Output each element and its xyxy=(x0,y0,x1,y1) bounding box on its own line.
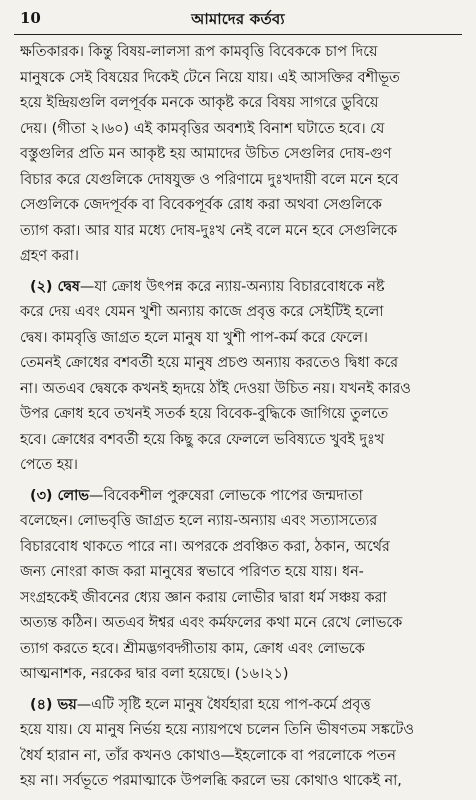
text-fragment: —যা ক্রোধ উৎপন্ন করে ন্যায়-অন্যায় বিচারবোধকে নষ্ট xyxy=(79,278,385,295)
text-line: তেমনই ক্রোধের বশবর্তী হয়ে মানুষ প্রচণ্ড অন্যায় করতেও দ্বিধা করে xyxy=(20,355,399,371)
text-line: বিচারবোধ থাকতে পারে না। অপরকে প্রবঞ্চিত করা, ঠকান, অর্থের xyxy=(20,538,390,555)
text-line xyxy=(20,484,454,510)
text-line: দ্বেষ। কামবৃত্তি জাগ্রত হলে মানুষ যা খুশী পাপ-কর্ম করে ফেলে। xyxy=(20,329,368,346)
section-heading-lobha: (৩) লোভ xyxy=(30,487,89,504)
text-line: মানুষকে সেই বিষয়ের দিকেই টেনে নিয়ে যায়। এই আসক্তির বশীভূত xyxy=(20,69,400,86)
text-line: আত্মনাশক, নরকের দ্বার বলা হয়েছে। (১৬।২১) xyxy=(20,666,289,682)
text-line: ত্যাগ করতে হবে। শ্রীমদ্ভগবদ্গীতায় কাম, ক্রোধ এবং লোভকে xyxy=(20,640,365,657)
running-title: আমাদের কর্তব্য xyxy=(191,10,285,28)
text-line: না। অতএব দ্বেষকে কখনই হৃদয়ে ঠাঁই দেওয়া উচিত নয়। যখনই কারও xyxy=(20,380,411,397)
text-line: বলেছেন। লোভবৃত্তি জাগ্রত হলে ন্যায়-অন্যায় এবং সত্যাসত্যের xyxy=(20,513,378,529)
text-line: ক্ষতিকারক। কিন্তু বিষয়-লালসা রূপ কামবৃত্তি বিবেককে চাপ দিয়ে xyxy=(20,44,378,60)
text-line: ধৈর্য হারান না, তাঁর কখনও কোথাও—ইহলোকে বা পরলোকে পতন xyxy=(20,747,396,764)
paragraph-kama-continuation xyxy=(20,40,454,270)
text-line: হয়ে যায়। যে মানুষ নির্ভয় হয়ে ন্যায়পথে চলেন তিনি ভীষণতম সঙ্কটেও xyxy=(20,722,414,738)
text-line: দেয়। (গীতা ২।৬০) এই কামবৃত্তির অবশ্যই বিনাশ ঘটাতে হবে। যে xyxy=(20,120,385,137)
text-line: জন্য নোংরা কাজ করা মানুষের স্বভাবে পরিণত হয়ে যায়। ধন- xyxy=(20,564,364,580)
text-line xyxy=(20,275,454,301)
text-line: বস্তুগুলির প্রতি মন আকৃষ্ট হয় আমাদের উচিত সেগুলির দোষ-গুণ xyxy=(20,146,392,162)
paragraph-dvesha xyxy=(20,275,454,479)
section-heading-bhaya: (৪) ভয় xyxy=(30,696,77,713)
text-line: করে দেয় এবং যেমন খুশী অন্যায় কাজে প্রবৃত্ত করে সেইটিই হলো xyxy=(20,304,384,320)
text-line: বিচার করে যেগুলিকে দোষযুক্ত ও পরিণামে দুঃখদায়ী বলে মনে হবে xyxy=(20,171,399,188)
text-line: হয়ে ইন্দ্রিয়গুলি বলপূর্বক মনকে আকৃষ্ট করে বিষয় সাগরে ডুবিয়ে xyxy=(20,95,379,111)
text-fragment: —এটি সৃষ্টি হলে মানুষ ধৈর্যহারা হয়ে পাপ-কর্মে প্রবৃত্ত xyxy=(76,696,371,713)
page-header xyxy=(14,4,462,35)
text-line: সেগুলিকে জেদপূর্বক বা বিবেকপূর্বক রোধ করা অথবা সেগুলিকে xyxy=(20,197,382,213)
text-line xyxy=(20,693,454,719)
text-line: ত্যাগ করা। আর যার মধ্যে দোষ-দুঃখ নেই বলে মনে হবে সেগুলিকে xyxy=(20,222,398,239)
paragraph-lobha xyxy=(20,484,454,688)
paragraph-bhaya xyxy=(20,693,454,795)
text-line: উপর ক্রোধ হবে তখনই সতর্ক হয়ে বিবেক-বুদ্ধিকে জাগিয়ে তুলতে xyxy=(20,406,389,422)
text-line: হবে। ক্রোধের বশবর্তী হয়ে কিছু করে ফেললে ভবিষ্যতে খুবই দুঃখ xyxy=(20,431,385,448)
page-number: 10 xyxy=(20,9,41,27)
text-line: অত্যন্ত কঠিন। অতএব ঈশ্বর এবং কর্মফলের কথা মনে রেখে লোভকে xyxy=(20,615,403,631)
text-fragment: —বিবেকশীল পুরুষেরা লোভকে পাপের জন্মদাতা xyxy=(88,487,363,504)
text-line: হয় না। সর্বভূতে পরমাত্মাকে উপলব্ধি করলে ভয় কোথাও থাকেই না, xyxy=(20,773,402,789)
text-line: গ্রহণ করা। xyxy=(20,248,79,264)
section-heading-dvesha: (২) দ্বেষ xyxy=(30,278,80,295)
text-line: সংগ্রহকেই জীবনের ধ্যেয় জ্ঞান করায় লোভীর দ্বারা ধর্ম সঞ্চয় করা xyxy=(20,589,387,606)
body-text xyxy=(20,40,454,795)
text-line: পেতে হয়। xyxy=(20,457,78,473)
